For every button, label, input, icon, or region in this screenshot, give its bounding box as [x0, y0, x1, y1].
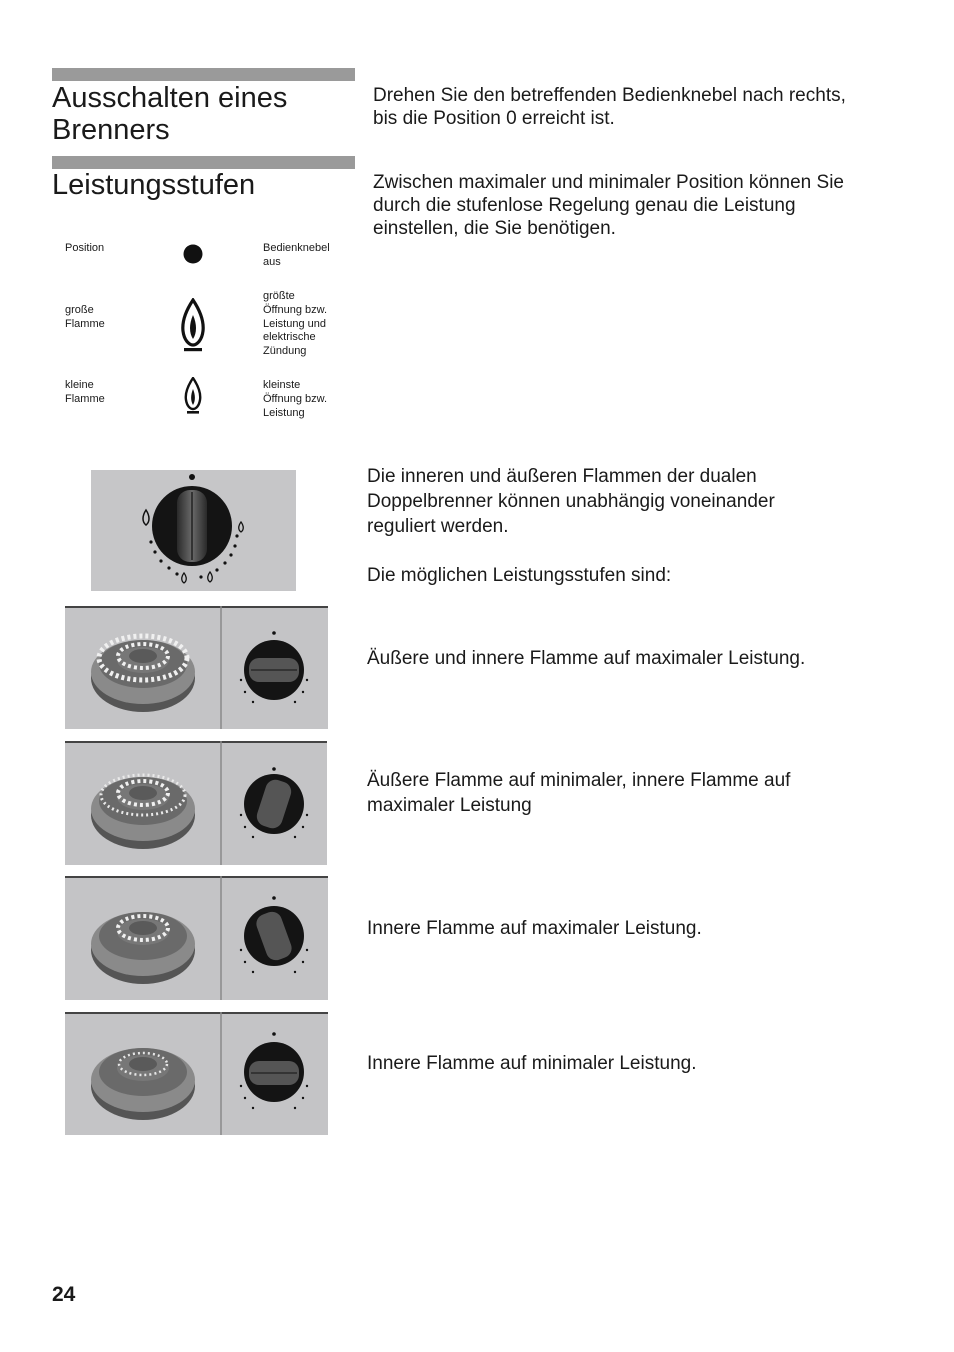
table-row-0-left: Position [65, 242, 105, 254]
heading-burner-off: Ausschalten eines Brenners [52, 82, 288, 146]
paragraph-dual-burner-intro: Die inneren und äußeren Flammen der dualen Doppelbrenner können unabhängig voneinander reguliert werden. [367, 466, 775, 537]
page-number: 24 [52, 1283, 76, 1306]
step-3-text: Innere Flamme auf maximaler Leistung. [367, 918, 702, 939]
paragraph-power-levels: Zwischen maximaler und minimaler Position können Sie durch die stufenlose Regelung genau die Leistung einstellen, die Sie benötigen. [373, 172, 844, 239]
paragraph-possible-levels: Die möglichen Leistungsstufen sind: [367, 565, 672, 586]
small-flame-icon [184, 377, 202, 420]
burner-step-1-image [65, 606, 328, 729]
filled-circle-icon [183, 244, 203, 269]
large-flame-icon [180, 298, 206, 358]
table-row-2-right: kleinste Öffnung bzw. Leistung [263, 379, 328, 419]
step-2-text: Äußere Flamme auf minimaler, innere Flamme auf maximaler Leistung [367, 770, 791, 816]
heading-power-levels: Leistungsstufen [52, 169, 256, 201]
burner-step-2-image [65, 741, 327, 865]
burner-step-4-image [65, 1012, 328, 1135]
section-rule-levels [52, 156, 355, 169]
table-row-1-right: größte Öffnung bzw. Leistung und elektrische Zündung [263, 290, 328, 358]
table-row-2-left: kleine Flamme [65, 379, 105, 405]
step-1-text: Äußere und innere Flamme auf maximaler Leistung. [367, 648, 806, 669]
table-row-1-left: große Flamme [65, 304, 105, 330]
paragraph-burner-off: Drehen Sie den betreffenden Bedienknebel nach rechts, bis die Position 0 erreicht ist. [373, 85, 846, 129]
step-4-text: Innere Flamme auf minimaler Leistung. [367, 1053, 697, 1074]
burner-step-3-image [65, 876, 328, 1000]
section-rule-off [52, 68, 355, 81]
table-row-0-right: Bedienknebel aus [263, 242, 330, 268]
control-knob-image [91, 470, 296, 591]
